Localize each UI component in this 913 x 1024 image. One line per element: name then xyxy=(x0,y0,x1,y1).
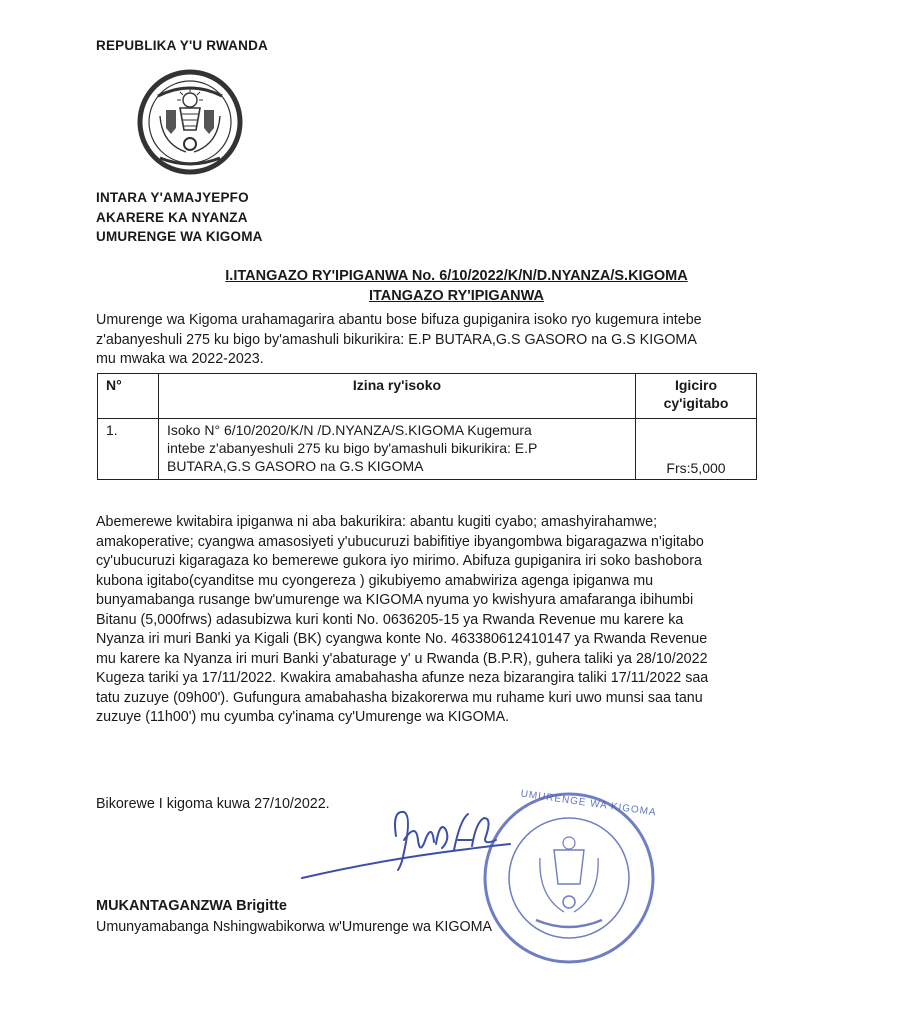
row-no: 1. xyxy=(98,419,159,480)
tender-subtitle: ITANGAZO RY'IPIGANWA xyxy=(368,288,545,304)
body-line: Bitanu (5,000frws) adasubizwa kuri konti No. 0636205-15 ya Rwanda Revenue mu karere ka xyxy=(96,611,684,628)
body-line: amakoperative; cyangwa amasosiyeti y'ubucuruzi babifitiye ibyangombwa bigaragazwa n'igitabo xyxy=(96,533,704,550)
body-line: bunyamabanga rusange bw'umurenge wa KIGOMA nyuma yo kwishyura amafaranga ibihumbi xyxy=(96,592,694,608)
body-paragraph xyxy=(96,513,780,728)
body-line: mu karere ka Nyanza iri muri Banki y'abaturage y' u Rwanda (B.P.R), guhera taliki ya 28/10/2022 xyxy=(96,650,708,667)
signatory-role: Umunyamabanga Nshingwabikorwa w'Umurenge wa KIGOMA xyxy=(96,919,493,935)
body-line: cy'ubucuruzi kigaragaza ko bemerewe gukora iyo mirimo. Abifuza gupiganira iri soko bashobora xyxy=(96,553,702,569)
row-name xyxy=(159,419,636,480)
intro-paragraph xyxy=(96,311,776,370)
republic-heading: REPUBLIKA Y'U RWANDA xyxy=(96,38,268,53)
row-name-line: intebe z'abanyeshuli 275 ku bigo by'amashuli bikurikira: E.P xyxy=(167,440,538,456)
district-heading: AKARERE KA NYANZA xyxy=(96,210,248,225)
rwanda-emblem-icon xyxy=(136,66,244,184)
header-no: N° xyxy=(98,374,159,419)
body-line: Abemerewe kwitabira ipiganwa ni aba bakurikira: abantu kugiti cyabo; amashyirahamwe; xyxy=(96,514,658,530)
tender-table xyxy=(97,373,757,480)
tender-title: I.ITANGAZO RY'IPIGANWA No. 6/10/2022/K/N/D.NYANZA/S.KIGOMA xyxy=(225,268,688,284)
body-line: kubona igitabo(cyanditse mu cyongereza ) gikubiyemo amabwiriza agenga ipiganwa mu xyxy=(96,572,654,589)
header-name: Izina ry'isoko xyxy=(159,374,636,419)
body-line: Nyanza iri muri Banki ya Kigali (BK) cyangwa konte No. 463380612410147 ya Rwanda Revenue xyxy=(96,631,708,647)
intro-line: Umurenge wa Kigoma urahamagarira abantu bose bifuza gupiganira isoko ryo kugemura intebe xyxy=(96,312,702,328)
header-price xyxy=(636,374,757,419)
header-price-line1: Igiciro xyxy=(674,377,717,393)
row-price: Frs:5,000 xyxy=(636,419,757,480)
signature-icon xyxy=(300,800,540,890)
sector-heading: UMURENGE WA KIGOMA xyxy=(96,229,263,244)
body-line: zuzuye (11h00') mu cyumba cy'inama cy'Umurenge wa KIGOMA. xyxy=(96,709,510,725)
intro-line: z'abanyeshuli 275 ku bigo by'amashuli bikurikira: E.P BUTARA,G.S GASORO na G.S KIGOMA xyxy=(96,331,697,348)
stamp-text: UMURENGE WA KIGOMA xyxy=(519,788,658,819)
body-line: tatu zuzuye (09h00'). Gufungura amabahasha bizakorerwa mu ruhame kuri uwo munsi saa tanu xyxy=(96,689,703,706)
date-line: Bikorewe I kigoma kuwa 27/10/2022. xyxy=(96,796,330,812)
intro-line: mu mwaka wa 2022-2023. xyxy=(96,351,264,367)
table-row xyxy=(98,419,757,480)
table-header-row xyxy=(98,374,757,419)
province-heading: INTARA Y'AMAJYEPFO xyxy=(96,190,249,205)
body-line: Kugeza tariki ya 17/11/2022. Kwakira amabahasha afunze neza bizarangira taliki 17/11/2022 saa xyxy=(96,670,709,686)
signatory-name: MUKANTAGANZWA Brigitte xyxy=(96,898,287,914)
row-name-line: Isoko N° 6/10/2020/K/N /D.NYANZA/S.KIGOMA Kugemura xyxy=(167,422,532,438)
row-name-line: BUTARA,G.S GASORO na G.S KIGOMA xyxy=(167,458,424,474)
header-price-line2: cy'igitabo xyxy=(663,395,729,411)
